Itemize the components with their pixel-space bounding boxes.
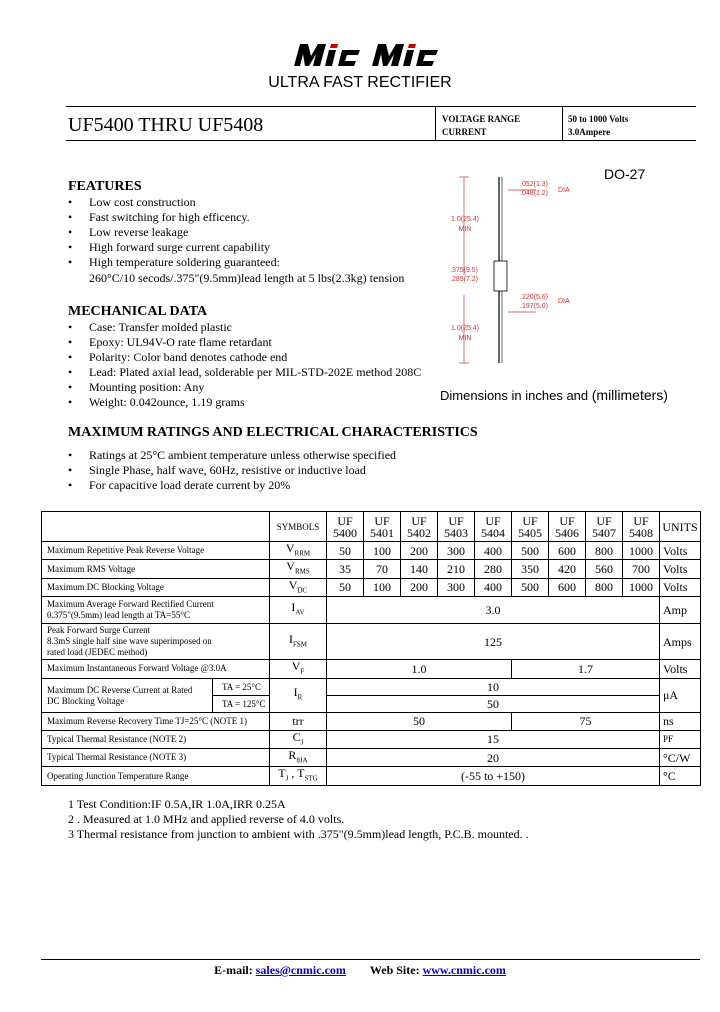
value-cell: 700 [623,560,660,578]
unit-cell: °C [660,767,701,785]
value-cell: 200 [401,542,438,560]
value-cell: 50 [327,578,364,596]
mic-logo [292,40,442,68]
ratings-list [68,448,396,493]
header-model: UF 5403 [438,512,475,542]
value-cell: 600 [549,542,586,560]
value-cell: 210 [438,560,475,578]
dim-body-length: .375(9.5) .285(7.2) [450,267,479,283]
header-units: UNITS [660,512,701,542]
list-item: • Single Phase, half wave, 60Hz, resistive or inductive load [68,463,366,477]
mechanical-heading: MECHANICAL DATA [68,304,208,319]
dim-lead-length-bottom: 1.0(25.4) MIN [450,325,480,342]
value-cell: 20 [327,748,660,766]
unit-cell: PF [660,730,701,748]
table-header-row [42,512,701,542]
features-continuation: 260°C/10 secods/.375"(9.5mm)lead length at 5 lbs(2.3kg) tension [89,271,405,285]
symbol-ir: $I_R$ [270,678,327,712]
value-cell: 50 [327,542,364,560]
dim-lead-diameter: .052(1.3) .048(1.2) [520,181,549,197]
value-cell: 800 [586,542,623,560]
table-row [42,624,701,660]
unit-cell: °C/W [660,748,701,766]
value-cell: 500 [512,578,549,596]
dim-body-dia-label: DIA [558,298,570,305]
unit-cell: Volts [660,560,701,578]
table-row [42,560,701,578]
header-model: UF 5408 [623,512,660,542]
value-cell: 350 [512,560,549,578]
dim-body-diameter: .220(5.6) .197(5.0) [520,294,549,310]
param-label: Maximum DC Blocking Voltage [42,578,270,596]
value-cell: 35 [327,560,364,578]
package-name: DO-27 [604,166,646,182]
features-list [68,195,280,270]
email-label: E-mail: [214,963,256,977]
unit-cell: Amp [660,597,701,624]
list-item: • Weight: 0.042ounce, 1.19 grams [68,395,245,409]
website-link[interactable]: www.cnmic.com [422,963,506,977]
symbol-tj-tstg: $T_J$ , $T_{STG}$ [270,767,327,785]
header-divider-2 [562,106,563,140]
symbol-trr: trr [270,712,327,730]
value-cell: 200 [401,578,438,596]
list-item: • High forward surge current capability [68,240,271,254]
value-cell: 50 [327,712,512,730]
spec-voltage-value: 50 to 1000 Volts [568,114,629,124]
symbol-vf: $V_F$ [270,660,327,678]
table-row [42,578,701,596]
unit-cell: ns [660,712,701,730]
param-label: Maximum Instantaneous Forward Voltage @3.0A [42,660,270,678]
param-label: Typical Thermal Resistance (NOTE 3) [42,748,270,766]
list-item: • Epoxy: UL94V-O rate flame retardant [68,335,272,349]
param-label: Operating Junction Temperature Range [42,767,270,785]
param-label: Maximum Average Forward Rectified Current 0.375"(9.5mm) lead length at TA=55°C [42,597,270,624]
param-label: Maximum DC Reverse Current at Rated DC Blocking Voltage TA = 25°C TA = 125°C [42,678,270,712]
header-rule-bottom [66,140,696,141]
mechanical-list [68,320,421,410]
header-model: UF 5404 [475,512,512,542]
table-row [42,678,701,695]
table-row [42,767,701,785]
unit-cell: Volts [660,542,701,560]
spec-current-label: CURRENT [442,127,487,137]
dim-lead-length-top: 1.0(25.4) MIN [450,216,480,233]
symbol-vrms: $V_{RMS}$ [270,560,327,578]
list-item: • Low reverse leakage [68,225,189,239]
dim-lead-dia-label: DIA [558,187,570,194]
symbol-cj: $C_J$ [270,730,327,748]
header-model: UF 5401 [364,512,401,542]
value-cell: 1000 [623,578,660,596]
note-item: 2 . Measured at 1.0 MHz and applied reverse of 4.0 volts. [68,812,345,826]
header-model: UF 5405 [512,512,549,542]
value-cell: 125 [327,624,660,660]
header-param-cell [42,512,270,542]
param-label: Maximum RMS Voltage [42,560,270,578]
value-cell: 100 [364,578,401,596]
header-rule-top [66,106,696,107]
table-row [42,748,701,766]
value-cell: 75 [512,712,660,730]
list-item: • Mounting position: Any [68,380,205,394]
param-label: Typical Thermal Resistance (NOTE 2) [42,730,270,748]
header-model: UF 5400 [327,512,364,542]
value-cell: 1.0 [327,660,512,678]
footer [0,963,720,978]
list-item: • Low cost construction [68,195,196,209]
value-cell: 400 [475,578,512,596]
param-label: Maximum Reverse Recovery Time TJ=25°C (NOTE 1) [42,712,270,730]
ratings-heading: MAXIMUM RATINGS AND ELECTRICAL CHARACTERISTICS [68,425,478,440]
symbol-ifsm: $I_{FSM}$ [270,624,327,660]
value-cell: 100 [364,542,401,560]
note-item: 1 Test Condition:IF 0.5A,IR 1.0A,IRR 0.25A [68,797,286,811]
unit-cell: Volts [660,578,701,596]
table-row [42,730,701,748]
value-cell: 500 [512,542,549,560]
note-item: 3 Thermal resistance from junction to ambient with .375"(9.5mm)lead length, P.C.B. mounted. . [68,827,529,841]
spec-current-value: 3.0Ampere [568,127,611,137]
value-cell: 15 [327,730,660,748]
symbol-vrrm: $V_{RRM}$ [270,542,327,560]
header-model: UF 5406 [549,512,586,542]
value-cell: 600 [549,578,586,596]
list-item: • High temperature soldering guaranteed: [68,255,280,269]
value-cell: 10 [327,678,660,695]
value-cell: 3.0 [327,597,660,624]
footer-rule [41,959,700,960]
unit-cell: μA [660,678,701,712]
notes [68,797,529,842]
table-row [42,542,701,560]
list-item: • Ratings at 25°C ambient temperature unless otherwise specified [68,448,397,462]
unit-cell: Volts [660,660,701,678]
table-row [42,712,701,730]
features-heading: FEATURES [68,179,142,194]
table-row [42,597,701,624]
header-divider [435,106,436,140]
value-cell: 50 [327,695,660,712]
header-model: UF 5407 [586,512,623,542]
symbol-rthja: $R_{\theta JA}$ [270,748,327,766]
dimensions-caption: Dimensions in inches and (millimeters) [440,387,668,403]
spec-voltage-label: VOLTAGE RANGE [442,114,521,124]
part-number-title: UF5400 THRU UF5408 [68,114,264,136]
table-row [42,660,701,678]
value-cell: 560 [586,560,623,578]
list-item: • Lead: Plated axial lead, solderable per MIL-STD-202E method 208C [68,365,422,379]
param-label: Peak Forward Surge Current 8.3mS single half sine wave superimposed on rated load (JEDEC method) [42,624,270,660]
value-cell: 300 [438,542,475,560]
symbol-iav: $I_{AV}$ [270,597,327,624]
ratings-table [41,511,701,786]
value-cell: (-55 to +150) [327,767,660,785]
value-cell: 70 [364,560,401,578]
email-link[interactable]: sales@cnmic.com [255,963,346,977]
value-cell: 300 [438,578,475,596]
value-cell: 1.7 [512,660,660,678]
param-label: Maximum Repetitive Peak Reverse Voltage [42,542,270,560]
list-item: • Case: Transfer molded plastic [68,320,232,334]
header-model: UF 5402 [401,512,438,542]
list-item: • For capacitive load derate current by 20% [68,478,291,492]
value-cell: 280 [475,560,512,578]
list-item: • Fast switching for high efficency. [68,210,250,224]
value-cell: 800 [586,578,623,596]
value-cell: 1000 [623,542,660,560]
symbol-vdc: $V_{DC}$ [270,578,327,596]
value-cell: 420 [549,560,586,578]
value-cell: 400 [475,542,512,560]
unit-cell: Amps [660,624,701,660]
value-cell: 140 [401,560,438,578]
website-label: Web Site: [369,963,423,977]
document-subtitle: ULTRA FAST RECTIFIER [268,74,452,91]
list-item: • Polarity: Color band denotes cathode end [68,350,288,364]
header-symbols: SYMBOLS [270,512,327,542]
